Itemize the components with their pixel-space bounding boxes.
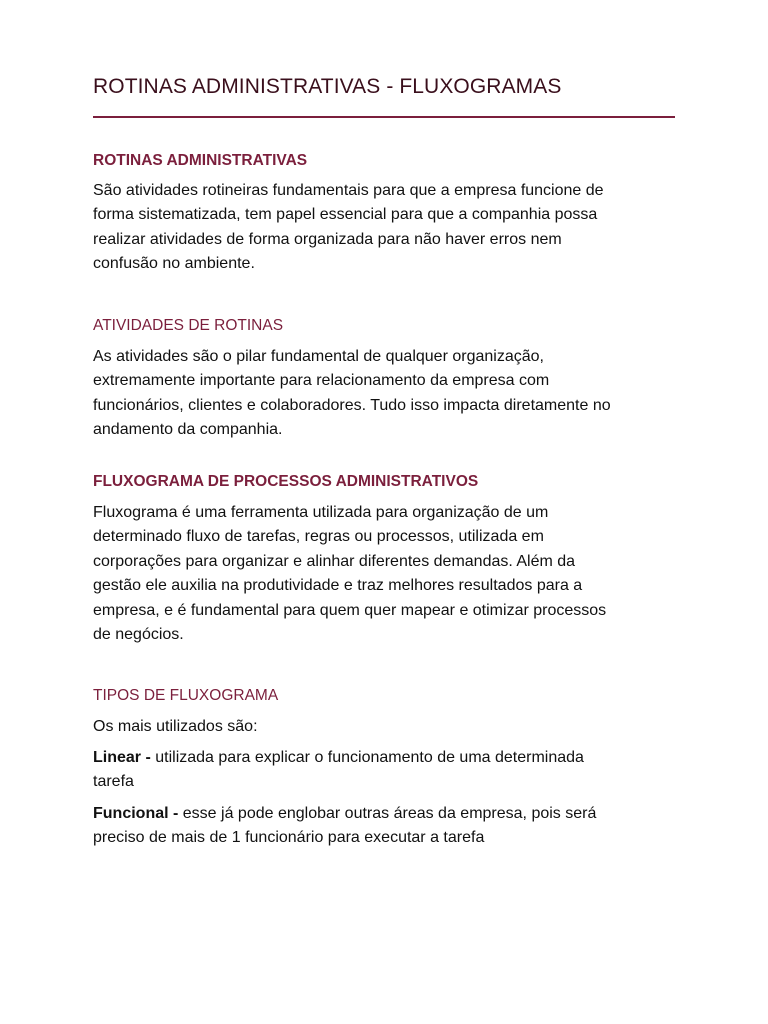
type-description: esse já pode englobar outras áreas da empresa, pois será <box>178 805 597 822</box>
type-item-line <box>93 802 675 826</box>
section-heading-tipos-de-fluxograma: TIPOS DE FLUXOGRAMA <box>93 687 279 704</box>
paragraph-line: Fluxograma é uma ferramenta utilizada para organização de um <box>93 504 549 521</box>
type-description: utilizada para explicar o funcionamento de uma determinada <box>150 749 584 766</box>
section-heading-atividades-de-rotinas: ATIVIDADES DE ROTINAS <box>93 317 284 334</box>
paragraph-line: extremamente importante para relacionamento da empresa com <box>93 372 550 390</box>
paragraph-line: corporações para organizar e alinhar diferentes demandas. Além da <box>93 552 576 570</box>
paragraph-line: empresa, e é fundamental para quem quer mapear e otimizar processos <box>93 601 607 619</box>
paragraph-line: forma sistematizada, tem papel essencial para que a companhia possa <box>93 206 598 224</box>
section-heading-rotinas-administrativas: ROTINAS ADMINISTRATIVAS <box>93 152 308 169</box>
title-divider <box>93 116 675 118</box>
paragraph-line: realizar atividades de forma organizada para não haver erros nem <box>93 230 562 248</box>
type-term: Linear - <box>93 749 151 766</box>
paragraph-line: gestão ele auxilia na produtividade e traz melhores resultados para a <box>93 577 583 595</box>
type-term: Funcional - <box>93 805 179 822</box>
tipos-intro <box>93 715 675 739</box>
type-item-linear <box>93 746 675 795</box>
paragraph-line: determinado fluxo de tarefas, regras ou processos, utilizada em <box>93 528 544 546</box>
section-paragraph-rotinas-administrativas <box>93 179 675 277</box>
section-paragraph-atividades-de-rotinas <box>93 345 675 443</box>
paragraph-line: andamento da companhia. <box>93 421 283 439</box>
paragraph-line: São atividades rotineiras fundamentais para que a empresa funcione de <box>93 182 604 199</box>
paragraph-line: funcionários, clientes e colaboradores. Tudo isso impacta diretamente no <box>93 396 611 414</box>
paragraph-line: de negócios. <box>93 626 184 644</box>
section-paragraph-fluxograma-de-processos <box>93 501 675 647</box>
type-item-funcional <box>93 802 675 851</box>
document-title: ROTINAS ADMINISTRATIVAS - FLUXOGRAMAS <box>93 75 562 98</box>
paragraph-line: confusão no ambiente. <box>93 255 255 273</box>
section-heading-fluxograma-de-processos: FLUXOGRAMA DE PROCESSOS ADMINISTRATIVOS <box>93 473 479 490</box>
type-item-line <box>93 746 675 770</box>
paragraph-line: As atividades são o pilar fundamental de qualquer organização, <box>93 348 544 365</box>
type-item-line: tarefa <box>93 773 134 791</box>
type-item-line: preciso de mais de 1 funcionário para executar a tarefa <box>93 829 485 847</box>
paragraph-line: Os mais utilizados são: <box>93 718 258 735</box>
